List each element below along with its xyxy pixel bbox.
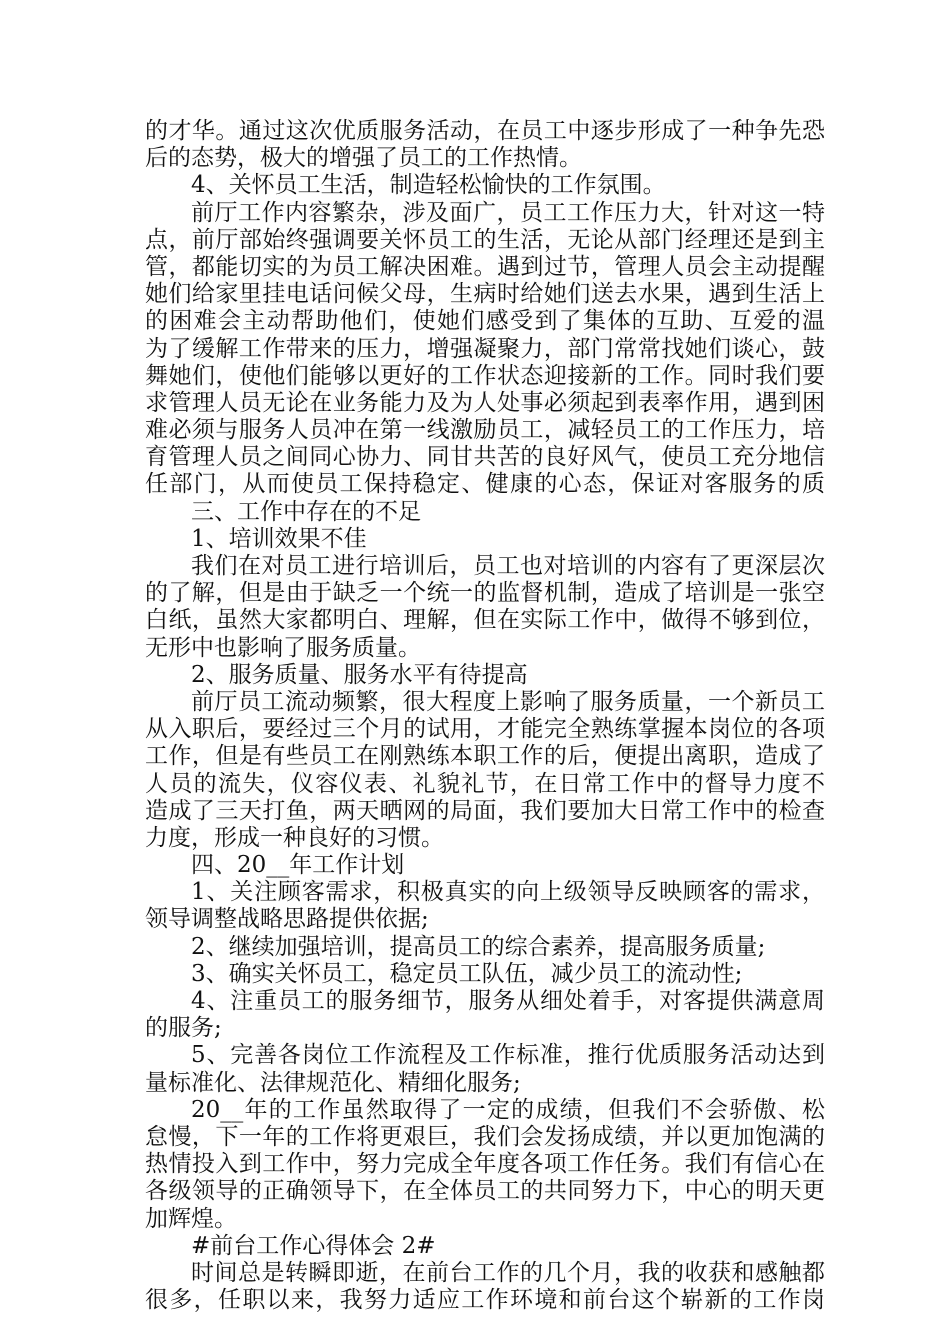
text-line: 工作，但是有些员工在刚熟练本职工作的后，便提出离职，造成了 — [145, 743, 825, 770]
text-line: 4、注重员工的服务细节，服务从细处着手，对客提供满意周 — [191, 988, 825, 1014]
text-line: 求管理人员无论在业务能力及为人处事必须起到表率作用，遇到困 — [145, 389, 825, 416]
text-line: 前厅员工流动频繁，很大程度上影响了服务质量，一个新员工 — [191, 688, 825, 715]
text-line: 四、20__年工作计划 — [191, 852, 405, 879]
text-line: 20__年的工作虽然取得了一定的成绩，但我们不会骄傲、松 — [191, 1096, 825, 1123]
text-line: 前厅工作内容繁杂，涉及面广，员工工作压力大，针对这一特 — [191, 199, 825, 226]
text-line: 造成了三天打鱼，两天晒网的局面，我们要加大日常工作中的检查 — [145, 797, 825, 824]
text-line: 点，前厅部始终强调要关怀员工的生活，无论从部门经理还是到主 — [145, 226, 825, 253]
text-line: 从入职后，要经过三个月的试用，才能完全熟练掌握本岗位的各项 — [145, 716, 825, 743]
text-line: 加辉煌。 — [145, 1205, 237, 1232]
text-line: 后的态势，极大的增强了员工的工作热情。 — [145, 145, 582, 172]
text-line: 4、关怀员工生活，制造轻松愉快的工作氛围。 — [191, 172, 666, 199]
text-line: 舞她们，使他们能够以更好的工作状态迎接新的工作。同时我们要 — [145, 362, 825, 389]
text-line: 我们在对员工进行培训后，员工也对培训的内容有了更深层次 — [191, 553, 825, 579]
text-line: 各级领导的正确领导下，在全体员工的共同努力下，中心的明天更 — [145, 1178, 825, 1205]
text-line: 难必须与服务人员冲在第一线激励员工，减轻员工的工作压力，培 — [145, 417, 825, 444]
text-line: 热情投入到工作中，努力完成全年度各项工作任务。我们有信心在 — [145, 1151, 825, 1178]
text-line: 很多，任职以来，我努力适应工作环境和前台这个崭新的工作岗 — [145, 1287, 825, 1314]
text-line: 时间总是转瞬即逝，在前台工作的几个月，我的收获和感触都 — [191, 1259, 825, 1286]
text-line: #前台工作心得体会 2# — [191, 1232, 436, 1259]
text-line: 无形中也影响了服务质量。 — [145, 634, 421, 661]
text-line: 领导调整战略思路提供依据; — [145, 906, 429, 933]
text-line: 为了缓解工作带来的压力，增强凝聚力，部门常常找她们谈心，鼓 — [145, 335, 825, 362]
text-line: 量标准化、法律规范化、精细化服务; — [145, 1069, 521, 1096]
text-line: 的了解，但是由于缺乏一个统一的监督机制，造成了培训是一张空 — [145, 580, 825, 607]
text-line: 力度，形成一种良好的习惯。 — [145, 824, 444, 851]
text-line: 3、确实关怀员工，稳定员工队伍，减少员工的流动性; — [191, 960, 743, 987]
text-line: 2、服务质量、服务水平有待提高 — [191, 661, 528, 688]
document-body — [145, 118, 825, 1314]
text-line: 的困难会主动帮助他们，使她们感受到了集体的互助、互爱的温 — [145, 308, 825, 335]
text-line: 的服务; — [145, 1015, 222, 1042]
text-line: 人员的流失，仪容仪表、礼貌礼节，在日常工作中的督导力度不 — [145, 770, 825, 797]
text-line: 任部门，从而使员工保持稳定、健康的心态，保证对客服务的质 — [145, 471, 825, 498]
text-line: 1、关注顾客需求，积极真实的向上级领导反映顾客的需求， — [191, 879, 825, 906]
text-line: 的才华。通过这次优质服务活动，在员工中逐步形成了一种争先恐 — [145, 118, 825, 144]
text-line: 5、完善各岗位工作流程及工作标准，推行优质服务活动达到 — [191, 1042, 825, 1069]
text-line: 1、培训效果不佳 — [191, 525, 367, 552]
text-line: 她们给家里挂电话问候父母，生病时给她们送去水果，遇到生活上 — [145, 281, 825, 308]
text-line: 白纸，虽然大家都明白、理解，但在实际工作中，做得不够到位， — [145, 607, 825, 634]
text-line: 育管理人员之间同心协力、同甘共苦的良好风气，使员工充分地信 — [145, 444, 825, 471]
text-line: 怠慢，下一年的工作将更艰巨，我们会发扬成绩，并以更加饱满的 — [145, 1123, 825, 1150]
text-line: 2、继续加强培训，提高员工的综合素养，提高服务质量; — [191, 933, 766, 960]
text-line: 管，都能切实的为员工解决困难。遇到过节，管理人员会主动提醒 — [145, 253, 825, 280]
text-line: 三、工作中存在的不足 — [191, 498, 421, 525]
